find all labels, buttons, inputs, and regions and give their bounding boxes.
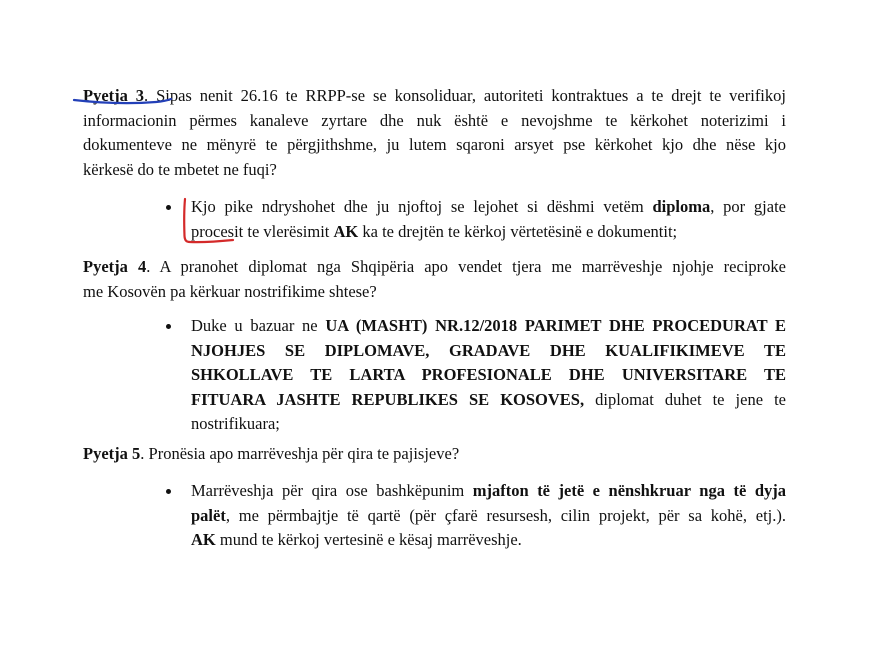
answer-3-line-1: Kjo pike ndryshohet dhe ju njoftoj se lejohet si dëshmi vetëm diploma, por gjate xyxy=(191,197,786,216)
answer-4 xyxy=(191,314,786,437)
question-3-line-4: kërkesë do te mbetet ne fuqi? xyxy=(83,159,277,179)
answer-5-line-1: Marrëveshja për qira ose bashkëpunim mjafton të jetë e nënshkruar nga të dyja xyxy=(191,481,786,500)
question-5-label: Pyetja 5 xyxy=(83,444,141,463)
answer-5 xyxy=(191,479,786,553)
question-4-line-2: me Kosovën pa kërkuar nostrifikime shtese? xyxy=(83,281,377,301)
question-4-line-1: Pyetja 4. A pranohet diplomat nga Shqipëria apo vendet tjera me marrëveshje njohje reciproke xyxy=(83,257,786,276)
answer-5-line-2: palët, me përmbajtje të qartë (për çfarë resursesh, cilin projekt, për sa kohë, etj.). xyxy=(191,505,786,525)
question-3-line-2: informacionin përmes kanaleve zyrtare dhe nuk është e nevojshme te kërkohet noterizimi i xyxy=(83,110,786,130)
question-3-line-1: Pyetja 3. Sipas nenit 26.16 te RRPP-se se konsoliduar, autoriteti kontraktues a te drejt te verifikoj xyxy=(83,86,786,105)
answer-4-line-3: SHKOLLAVE TE LARTA PROFESIONALE DHE UNIVERSITARE TE xyxy=(191,365,786,384)
question-3-label: Pyetja 3 xyxy=(83,86,145,105)
question-3-line-3: dokumenteve ne mënyrë te përgjithshme, ju lutem sqaroni arsyet pse kërkohet kjo dhe nëse kjo xyxy=(83,135,786,154)
question-4 xyxy=(83,255,786,304)
answer-4-line-1: Duke u bazuar ne UA (MASHT) NR.12/2018 PARIMET DHE PROCEDURAT E xyxy=(191,316,786,335)
bullet-icon xyxy=(166,324,171,329)
answer-4-line-2: NJOHJES SE DIPLOMAVE, GRADAVE DHE KUALIFIKIMEVE TE xyxy=(191,340,786,360)
question-3 xyxy=(83,84,786,182)
bullet-icon xyxy=(166,205,171,210)
answer-3 xyxy=(191,195,786,244)
answer-5-line-3: AK mund te kërkoj vertesinë e kësaj marrëveshje. xyxy=(191,530,522,549)
question-5-line-1: Pyetja 5. Pronësia apo marrëveshja për qira te pajisjeve? xyxy=(83,444,460,463)
question-4-label: Pyetja 4 xyxy=(83,257,147,276)
answer-4-line-5: nostrifikuara; xyxy=(191,414,280,433)
answer-4-line-4: FITUARA JASHTE REPUBLIKES SE KOSOVES, diplomat duhet te jene te xyxy=(191,389,786,409)
answer-3-line-2: procesit te vlerësimit AK ka te drejtën te kërkoj vërtetësinë e dokumentit; xyxy=(191,221,678,241)
question-5 xyxy=(83,442,786,467)
bullet-icon xyxy=(166,489,171,494)
